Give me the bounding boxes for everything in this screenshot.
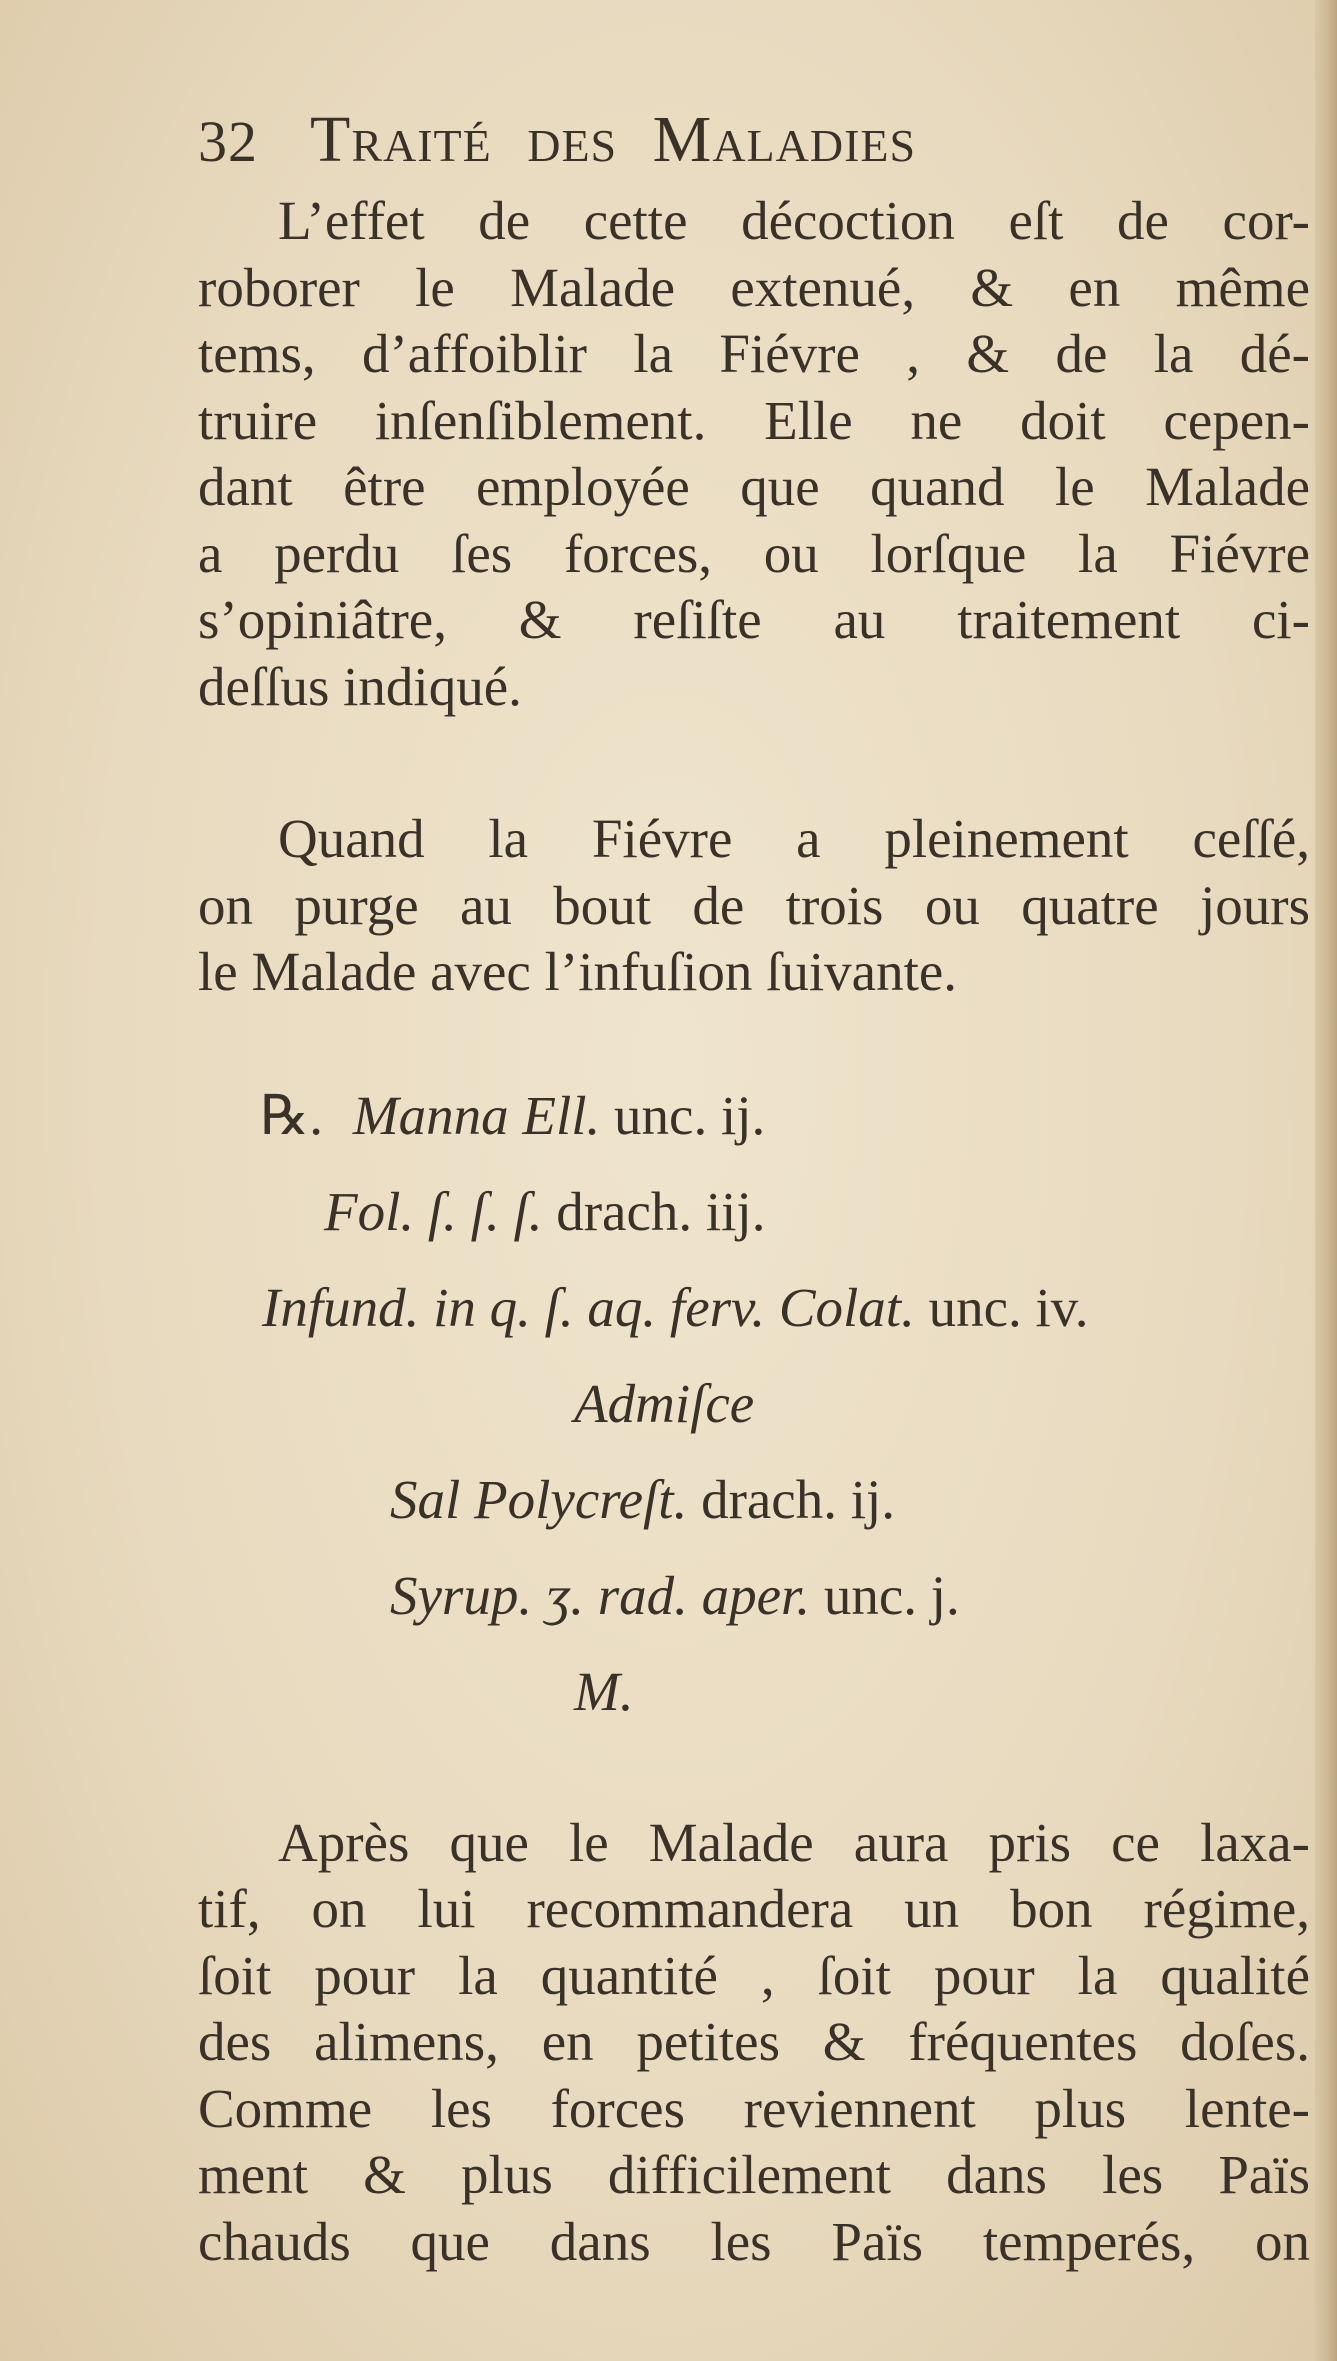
text-line: des alimens, en petites & fréquentes doſes.	[198, 2011, 1310, 2072]
text-line: dant être employée que quand le Malade	[198, 456, 1310, 517]
text-line: truire inſenſiblement. Elle ne doit cepen-	[198, 389, 1310, 451]
prescription	[198, 1068, 1310, 1740]
prescription-line	[198, 1644, 1310, 1740]
text-line: roborer le Malade extenué, & en même	[198, 256, 1310, 318]
ingredient-name: Sal Polycreſt.	[390, 1468, 688, 1530]
text-line: deſſus indiqué.	[198, 655, 522, 717]
text-line: ment & plus difficilement dans les Païs	[198, 2144, 1310, 2205]
text-line: L’effet de cette décoction eſt de cor-	[278, 190, 1310, 251]
text-line: Quand la Fiévre a pleinement ceſſé,	[278, 808, 1310, 869]
text-line: le Malade avec l’infuſion ſuivante.	[198, 941, 958, 1002]
text-block	[198, 100, 1310, 2275]
text-line: tif, on lui recommandera un bon régime,	[198, 1878, 1310, 1939]
text-line: on purge au bout de trois ou quatre jours	[198, 874, 1310, 936]
prescription-line	[198, 1356, 1310, 1452]
instruction: Admiſce	[574, 1372, 755, 1434]
running-title: Traité des Maladies	[310, 103, 917, 176]
dosage: unc. j.	[823, 1564, 960, 1626]
prescription-line	[198, 1260, 1310, 1356]
text-line: tems, d’affoiblir la Fiévre , & de la dé-	[198, 323, 1310, 384]
text-line: chauds que dans les Païs temperés, on	[198, 2210, 1310, 2272]
ingredient-name: Syrup. ʒ. rad. aper.	[390, 1564, 811, 1626]
running-header	[198, 100, 1310, 182]
paragraph-spacer	[198, 1740, 1310, 1810]
recipe-symbol: ℞.	[260, 1084, 324, 1146]
ingredient-name: Manna Ell.	[352, 1084, 601, 1146]
paragraph-regimen	[198, 1810, 1310, 2276]
paragraph-spacer	[198, 1006, 1310, 1068]
ingredient-name: Fol. ſ. ſ. ſ.	[324, 1180, 543, 1242]
text-line: a perdu ſes forces, ou lorſque la Fiévre	[198, 522, 1310, 584]
page-edge	[1315, 0, 1337, 2361]
dosage: unc. iv.	[928, 1276, 1089, 1338]
prescription-line	[198, 1548, 1310, 1644]
paragraph-decoction-effect	[198, 188, 1310, 720]
dosage: unc. ij.	[614, 1084, 766, 1146]
dosage: drach. ij.	[701, 1468, 896, 1530]
instruction: M.	[574, 1660, 634, 1722]
paragraph-purge	[198, 806, 1310, 1006]
instruction: Infund. in q. ſ. aq. ferv. Colat.	[262, 1276, 915, 1338]
paragraph-spacer	[198, 720, 1310, 806]
prescription-line	[198, 1164, 1310, 1260]
text-line: ſoit pour la quantité , ſoit pour la qualité	[198, 1944, 1310, 2006]
prescription-line	[198, 1452, 1310, 1548]
prescription-line	[198, 1068, 1310, 1164]
dosage: drach. iij.	[556, 1180, 766, 1242]
page-number: 32	[198, 109, 258, 174]
text-line: Comme les forces reviennent plus lente-	[198, 2077, 1310, 2139]
text-line: Après que le Malade aura pris ce laxa-	[278, 1811, 1310, 1873]
text-line: s’opiniâtre, & reſiſte au traitement ci-	[198, 589, 1310, 650]
